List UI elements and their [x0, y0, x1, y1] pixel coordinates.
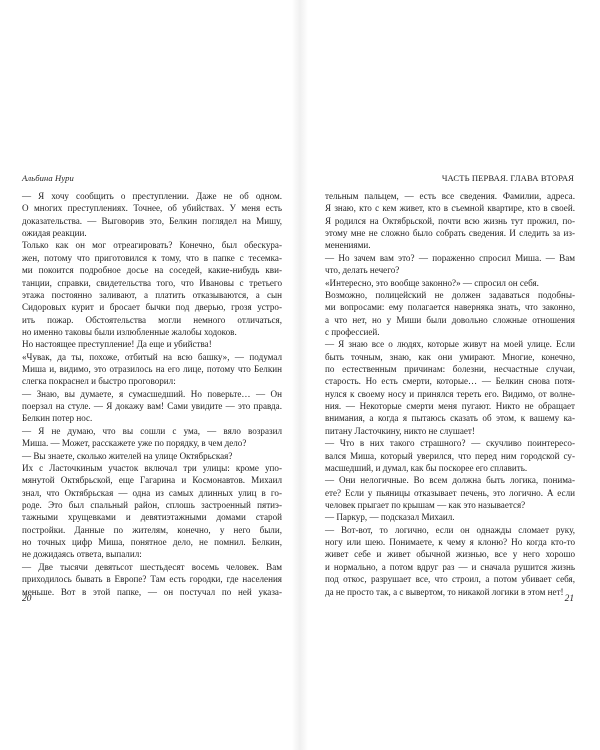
text-line: ить пожар. Обстоятельства могли немного отличаться,	[22, 314, 282, 325]
right-page	[300, 0, 600, 750]
text-line: — Вы знаете, сколько жителей на улице Октябрьская?	[22, 450, 233, 461]
text-line: менениями.	[325, 240, 371, 251]
text-line: — Что в них такого страшного? — скучливо поинтересо-	[325, 438, 575, 449]
text-line: — Вот-вот, то логично, если он однажды сломает руку,	[325, 524, 575, 535]
text-line: этажа постоянно заливают, а платить отказываются, а сын	[22, 289, 282, 300]
text-line: тельным пальцем, — есть все сведения. Фамилии, адреса.	[325, 191, 575, 201]
text-line: но именно таковы были излюбленные жалобы ходоков.	[22, 326, 237, 337]
left-page-body	[22, 190, 282, 598]
text-line: «Интересно, это вообще законно?» — спросил он себя.	[325, 277, 539, 288]
text-line: Возможно, полицейский не должен задаваться подобны-	[325, 289, 575, 300]
text-line: ожидая реакции.	[22, 228, 87, 239]
text-line: доказательства. — Выговорив это, Белкин поглядел на Мишу,	[22, 215, 282, 226]
text-line: ете? Если у пьяницы отказывает печень, это логично. А если	[325, 487, 575, 498]
text-line: с профессией.	[325, 326, 380, 337]
text-line: — Но зачем вам это? — пораженно спросил Миша. — Вам	[325, 252, 575, 263]
text-line: Я родился на Октябрьской, почти всю жизнь тут прожил, по-	[325, 215, 575, 226]
text-line: по естественным причинам: болезни, несчастные случаи,	[325, 364, 575, 375]
text-line: меньше. Вот в этой папке, — он постучал по ней указа-	[22, 586, 282, 597]
text-line: ногу или шею. Понимаете, к чему я клоню? Но когда кто-то	[325, 537, 575, 548]
text-line: «Чувак, да ты, похоже, отбитый на всю башку», — подумал	[22, 351, 282, 362]
text-line: питану Ласточкину, никто не слушает!	[325, 425, 475, 436]
left-running-head: Альбина Нури	[22, 173, 74, 183]
text-line: Я знаю, кто с кем живет, кто в съемной квартире, кто в своей.	[325, 203, 575, 214]
text-line: мянутой Октябрьской, еще Гагарина и Космонавтов. Михаил	[22, 475, 282, 486]
text-line: внимания, а когда я пытаюсь сказать об этом, к вашему ка-	[325, 413, 575, 424]
text-line: роде. Это был спальный район, сплошь застроенный пятиэ-	[22, 499, 282, 510]
text-line: постройки. Данные по жителям, конечно, у него были,	[22, 524, 282, 535]
text-line: Белкин потер нос.	[22, 413, 93, 424]
text-line: жен, потому что приготовился к тому, что в папке с тесемка-	[22, 252, 282, 263]
text-line: — Две тысячи девятьсот шестьдесят восемь человек. Вам	[22, 561, 282, 572]
text-line: приходилось бывать в Европе? Там есть городки, где населения	[22, 574, 282, 585]
right-page-body	[325, 190, 575, 598]
text-line: Миша. — Может, расскажете уже по порядку, в чем дело?	[22, 438, 247, 449]
text-line: тажными хрущевками и девятиэтажными домами старой	[22, 512, 282, 523]
text-line: слегка покраснел и быстро проговорил:	[22, 376, 176, 387]
text-line: старость. Но есть смерти, которые… — Белкин снова потя-	[325, 376, 575, 387]
text-line: масшедший, и думал, как бы поскорее его сплавить.	[325, 462, 528, 473]
text-line: вался Миша, который уверился, что перед ним городской су-	[325, 450, 575, 461]
text-line: Но настоящее преступление! Да еще и убийства!	[22, 339, 212, 350]
text-line: — Я знаю все о людях, которые живут на моей улице. Если	[325, 339, 575, 350]
text-line: поерзал на стуле. — Я докажу вам! Сами увидите — это правда.	[22, 401, 282, 412]
text-line: — Я не думаю, что вы сошли с ума, — вяло возразил	[22, 425, 282, 436]
left-page-number: 20	[22, 594, 32, 604]
text-line: да не просто так, а с вывертом, то никакой логики в этом нет!	[325, 586, 564, 597]
text-line: Их с Ласточкиным участок включал три улицы: кроме упо-	[22, 462, 282, 473]
text-line: Миша и, видимо, это отразилось на его лице, потому что Белкин	[22, 364, 282, 375]
text-line: живет себе и живет обычной жизнью, все у него хорошо	[325, 549, 575, 560]
text-line: а что нет, но у Миши были довольно сложные отношения	[325, 314, 575, 325]
text-line: что, делать нечего?	[325, 265, 400, 276]
text-line: но точных цифр Миша, понятное дело, не помнил. Белкин,	[22, 537, 282, 548]
text-line: Только как он мог отреагировать? Конечно, был обескура-	[22, 240, 282, 251]
text-line: знал, что Октябрьская — одна из самых длинных улиц в го-	[22, 487, 282, 498]
right-running-head: ЧАСТЬ ПЕРВАЯ. ГЛАВА ВТОРАЯ	[441, 173, 574, 183]
text-line: ми вопросами: ему полагается наверняка знать, что законно,	[325, 302, 575, 313]
text-line: человек прыгает по крышам — как это называется?	[325, 499, 526, 510]
text-line: нулся к своему носу и принялся тереть его. Видимо, от волне-	[325, 388, 575, 399]
right-page-number: 21	[564, 594, 574, 604]
text-line: О многих преступлениях. Точнее, об убийствах. У меня есть	[22, 203, 282, 214]
text-line: — Я хочу сообщить о преступлении. Даже не об одном.	[22, 191, 282, 201]
text-line: ния. — Некоторые смерти меня пугают. Никто не обращает	[325, 401, 575, 412]
text-line: ми покоится подробное досье на соседей, какие-нибудь кви-	[22, 265, 282, 276]
text-line: не дожидаясь ответа, выпалил:	[22, 549, 142, 560]
text-line: — Паркур, — подсказал Михаил.	[325, 512, 455, 523]
text-line: под откос, разрушает все, что строил, а потом убивает себя,	[325, 574, 575, 585]
text-line: и нормально, а потом вдруг раз — и сначала рушится жизнь	[325, 561, 575, 572]
text-line: быть точным, знаю, как они умирают. Многие, конечно,	[325, 351, 575, 362]
text-line: Сидоровых курит и бросает бычки под дверью, грозя устро-	[22, 302, 282, 313]
text-line: этому мне не сложно было собрать сведения. И следить за из-	[325, 228, 575, 239]
text-line: танции, справки, свидетельства того, что Ивановы с третьего	[22, 277, 282, 288]
text-line: — Они нелогичные. Во всем должна быть логика, понима-	[325, 475, 575, 486]
text-line: — Знаю, вы думаете, я сумасшедший. Но поверьте… — Он	[22, 388, 282, 399]
